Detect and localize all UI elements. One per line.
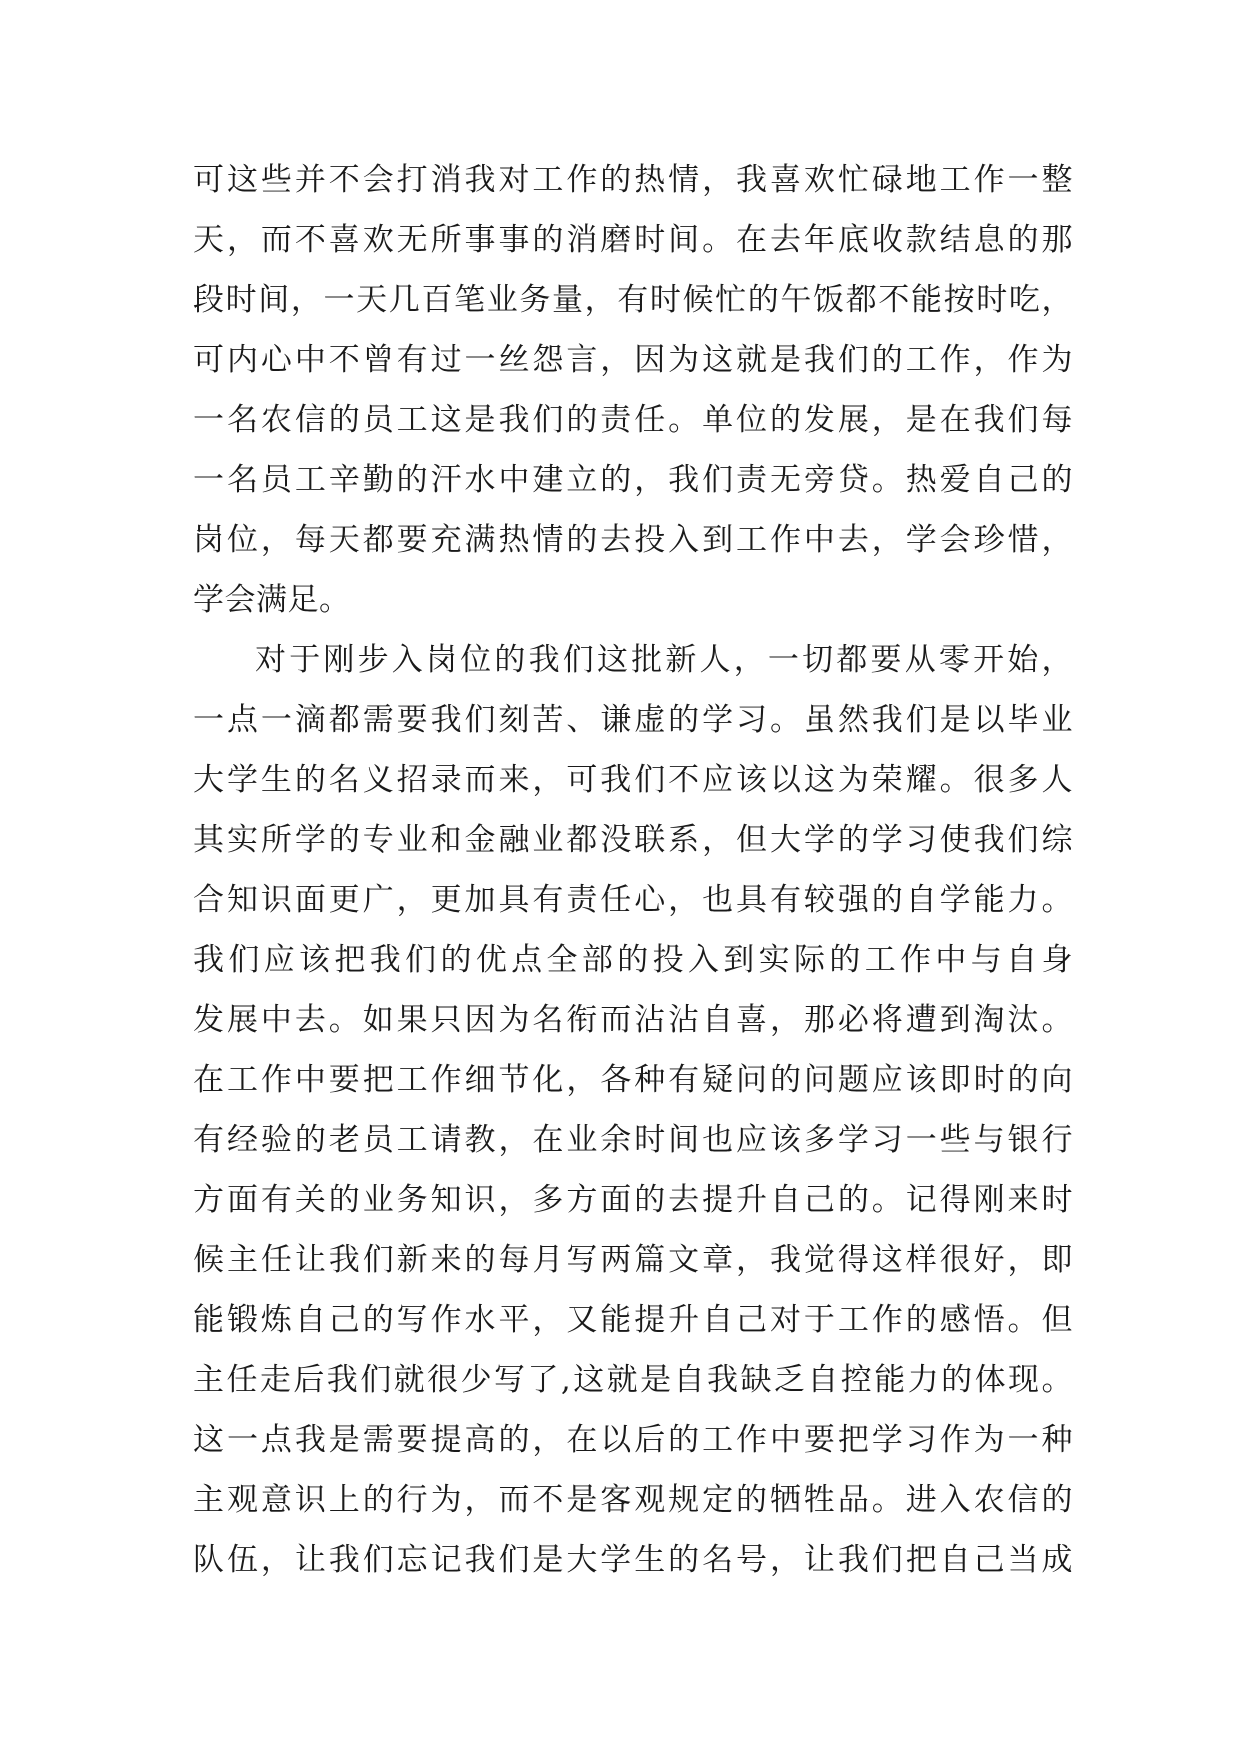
text-line: 主观意识上的行为，而不是客观规定的牺牲品。进入农信的 xyxy=(193,1482,1073,1518)
text-line: 天，而不喜欢无所事事的消磨时间。在去年底收款结息的那 xyxy=(193,222,1073,258)
text-line: 一名员工辛勤的汗水中建立的，我们责无旁贷。热爱自己的 xyxy=(193,462,1073,498)
text-line: 合知识面更广，更加具有责任心，也具有较强的自学能力。 xyxy=(193,882,1073,918)
body-text xyxy=(193,150,1073,1590)
text-line: 候主任让我们新来的每月写两篇文章，我觉得这样很好，即 xyxy=(193,1242,1073,1278)
text-line: 能锻炼自己的写作水平，又能提升自己对于工作的感悟。但 xyxy=(193,1302,1073,1338)
text-line: 这一点我是需要提高的，在以后的工作中要把学习作为一种 xyxy=(193,1422,1073,1458)
text-line: 可这些并不会打消我对工作的热情，我喜欢忙碌地工作一整 xyxy=(193,162,1073,198)
text-line: 队伍，让我们忘记我们是大学生的名号，让我们把自己当成 xyxy=(193,1542,1073,1578)
text-line: 岗位，每天都要充满热情的去投入到工作中去，学会珍惜， xyxy=(193,522,1073,558)
text-line: 在工作中要把工作细节化，各种有疑问的问题应该即时的向 xyxy=(193,1062,1073,1098)
text-line: 主任走后我们就很少写了,这就是自我缺乏自控能力的体现。 xyxy=(193,1362,1073,1398)
text-line: 可内心中不曾有过一丝怨言，因为这就是我们的工作，作为 xyxy=(193,342,1073,378)
text-line: 对于刚步入岗位的我们这批新人，一切都要从零开始， xyxy=(255,642,1073,678)
text-line: 学会满足。 xyxy=(193,582,351,618)
text-line: 我们应该把我们的优点全部的投入到实际的工作中与自身 xyxy=(193,942,1073,978)
text-line: 方面有关的业务知识，多方面的去提升自己的。记得刚来时 xyxy=(193,1182,1073,1218)
text-line: 大学生的名义招录而来，可我们不应该以这为荣耀。很多人 xyxy=(193,762,1073,798)
text-line: 其实所学的专业和金融业都没联系，但大学的学习使我们综 xyxy=(193,822,1073,858)
text-line: 段时间，一天几百笔业务量，有时候忙的午饭都不能按时吃， xyxy=(193,282,1073,318)
text-line: 一名农信的员工这是我们的责任。单位的发展，是在我们每 xyxy=(193,402,1073,438)
text-line: 发展中去。如果只因为名衔而沾沾自喜，那必将遭到淘汰。 xyxy=(193,1002,1073,1038)
text-line: 有经验的老员工请教，在业余时间也应该多学习一些与银行 xyxy=(193,1122,1073,1158)
text-line: 一点一滴都需要我们刻苦、谦虚的学习。虽然我们是以毕业 xyxy=(193,702,1073,738)
